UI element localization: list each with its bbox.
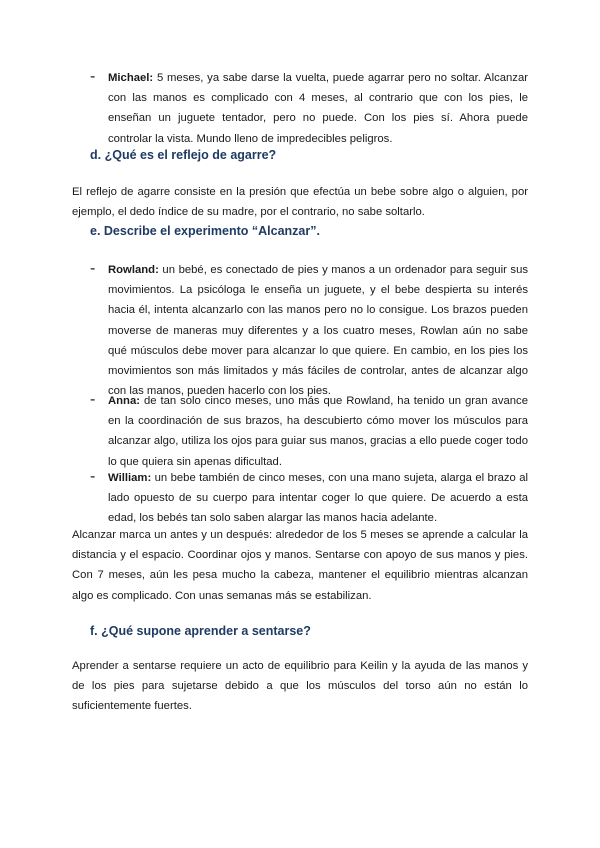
heading-aprender-sentarse: f. ¿Qué supone aprender a sentarse? — [90, 624, 311, 638]
bullet-dash: - — [90, 391, 96, 408]
list-item-text — [108, 468, 528, 529]
paragraph-aprender-sentarse: Aprender a sentarse requiere un acto de equilibrio para Keilin y la ayuda de las manos y de los pies para sujetarse debido a que los músculos del torso aún no están lo suficientemente fuertes. — [72, 660, 528, 713]
bullet-dash: - — [90, 468, 96, 485]
heading-reflejo-agarre: d. ¿Qué es el reflejo de agarre? — [90, 148, 277, 162]
list-item-text — [108, 391, 528, 472]
item-description: 5 meses, ya sabe darse la vuelta, puede agarrar pero no soltar. Alcanzar con las manos es complicado con 4 meses, al contrario que con los pies, le enseñan un juguete tentador, pero no puede. Con los pies sí. Ahora puede controlar la vista. Mundo lleno de impredecibles peligros. — [108, 72, 528, 145]
item-name: William: — [108, 472, 152, 484]
paragraph-reflejo-agarre: El reflejo de agarre consiste en la presión que efectúa un bebe sobre algo o alguien, por ejemplo, el dedo índice de su madre, por el contrario, no sabe soltarlo. — [72, 186, 528, 219]
heading-experimento-alcanzar: e. Describe el experimento “Alcanzar”. — [90, 224, 320, 238]
bullet-dash: - — [90, 260, 96, 277]
list-item-anna — [90, 391, 528, 473]
item-description: de tan solo cinco meses, uno más que Rowland, ha tenido un gran avance en la coordinación de sus brazos, ha descubierto cómo mover los músculos para alcanzar algo, utiliza los ojos para guiar sus manos, gracias a ello puede coger todo lo que quiera sin apenas dificultad. — [108, 395, 528, 468]
list-item-michael — [90, 68, 528, 150]
paragraph-conclusion-alcanzar: Alcanzar marca un antes y un después: alrededor de los 5 meses se aprende a calcular la distancia y el espacio. Coordinar ojos y manos. Sentarse con apoyo de sus manos y pies. Con 7 meses, aún les pesa mucho la cabeza, mantener el equilibrio mientras alcanzan algo es complicado. Con unas semanas más se estabilizan. — [72, 529, 528, 602]
list-item-text — [108, 68, 528, 149]
list-item-william — [90, 468, 528, 530]
list-item-text — [108, 260, 528, 401]
list-item-rowland — [90, 260, 528, 398]
item-name: Rowland: — [108, 264, 159, 276]
item-description: un bebe también de cinco meses, con una mano sujeta, alarga el brazo al lado opuesto de su cuerpo para intentar coger lo que quiere. De acuerdo a esta edad, los bebés tan solo saben alargar las manos hacia adelante. — [108, 472, 528, 525]
bullet-dash: - — [90, 68, 96, 85]
item-name: Michael: — [108, 72, 154, 84]
item-name: Anna: — [108, 395, 141, 407]
item-description: un bebé, es conectado de pies y manos a un ordenador para seguir sus movimientos. La psicóloga le enseña un juguete, y el bebe despierta su interés hacia él, intenta alcanzarlo con las manos pero no lo consigue. Los brazos pueden moverse de maneras muy diferentes y a los cuatro meses, Rowlan aún no sabe qué músculos debe mover para alcanzar lo que quiere. En cambio, en los pies los movimientos son más limitados y más fáciles de controlar, antes de alcanzar algo con las manos, pueden hacerlo con los pies. — [108, 264, 528, 398]
